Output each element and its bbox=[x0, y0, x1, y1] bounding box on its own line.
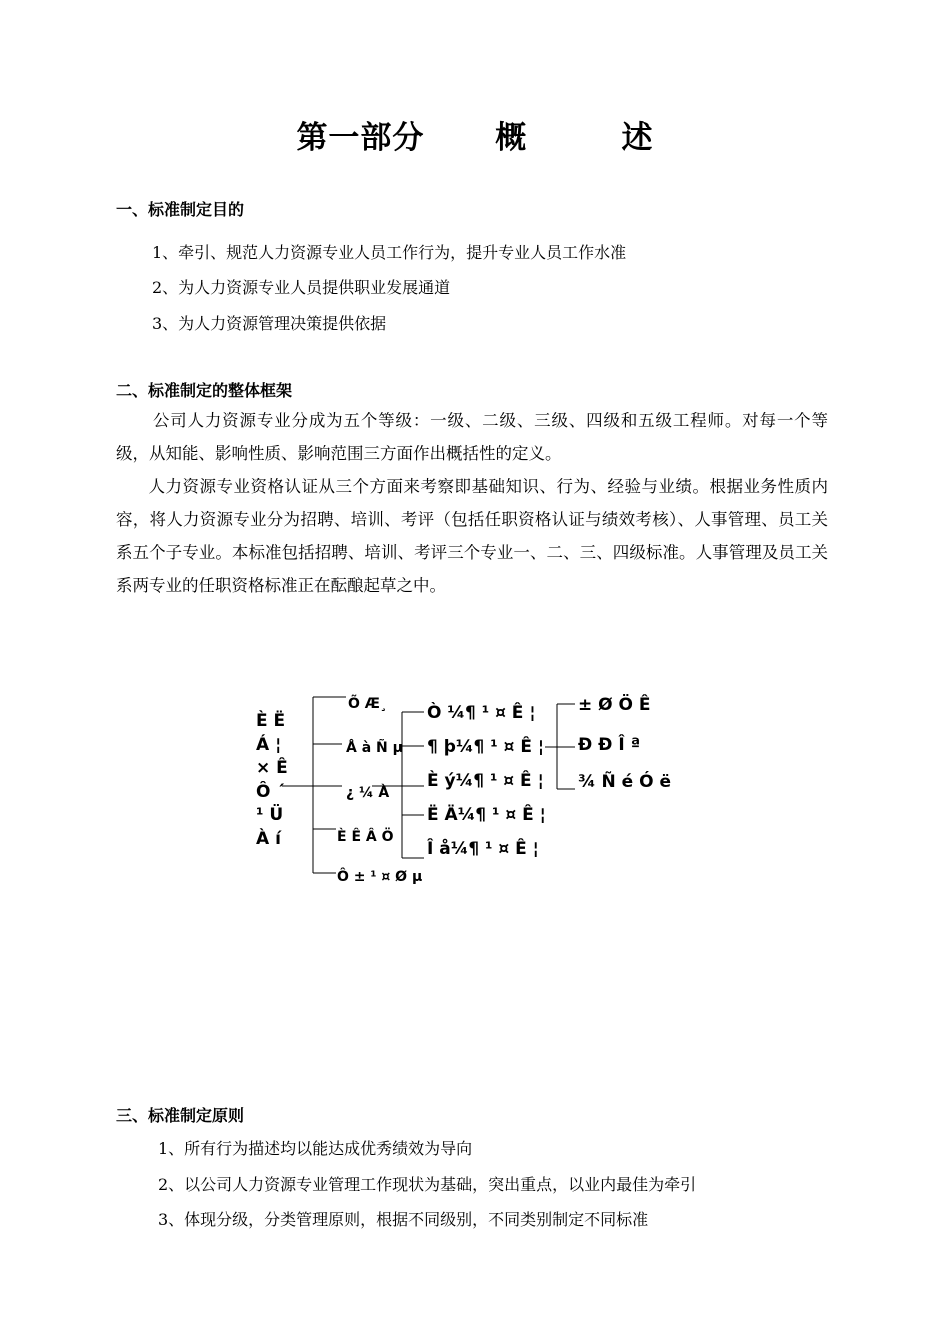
criteria-node: ± Ø Ö Ê bbox=[578, 695, 651, 715]
section-heading-framework: 二、标准制定的整体框架 bbox=[116, 381, 293, 400]
root-line: È Ë bbox=[256, 711, 286, 731]
branch-node: ¿ ¼ À bbox=[346, 785, 390, 801]
root-line: × Ê bbox=[256, 758, 288, 778]
level-node: Î å¼¶ ¹ ¤ Ê ¦ bbox=[427, 839, 539, 859]
branch-node: Å à Ñ µ bbox=[346, 740, 403, 756]
principle-item-2: 2、以公司人力资源专业管理工作现状为基础，突出重点，以业内最佳为牵引 bbox=[158, 1175, 697, 1194]
root-line: Á ¦ bbox=[256, 734, 282, 755]
branch-node: Ô ± ¹ ¤ Ø µ bbox=[337, 869, 423, 885]
purpose-item-3: 3、为人力资源管理决策提供依据 bbox=[152, 314, 387, 333]
root-line: ¹ Ü bbox=[256, 805, 284, 825]
root-line: À í bbox=[256, 828, 281, 849]
section-heading-purpose: 一、标准制定目的 bbox=[116, 200, 245, 219]
level-node: Ë Ä¼¶ ¹ ¤ Ê ¦ bbox=[427, 805, 546, 825]
purpose-item-1: 1、牵引、规范人力资源专业人员工作行为，提升专业人员工作水准 bbox=[152, 243, 627, 262]
framework-paragraph-2-text: 人力资源专业资格认证从三个方面来考察即基础知识、行为、经验与业绩。根据业务性质内容，将人力资源专业分为招聘、培训、考评（包括任职资格认证与绩效考核）、人事管理、员工关系五个子专业。本标准包括招聘、培训、考评三个专业一、二、三、四级标准。人事管理及员工关系两专业的任职资格标准正在酝酿起草之中。 bbox=[116, 477, 828, 595]
purpose-item-2: 2、为人力资源专业人员提供职业发展通道 bbox=[152, 278, 451, 297]
level-node: È ý¼¶ ¹ ¤ Ê ¦ bbox=[427, 771, 544, 791]
framework-paragraph-1 bbox=[116, 404, 828, 470]
branch-node: È Ê Â Ö bbox=[337, 829, 394, 845]
root-line: Ô ´ bbox=[256, 781, 285, 802]
principle-item-1: 1、所有行为描述均以能达成优秀绩效为导向 bbox=[158, 1139, 473, 1158]
page-title: 第一部分 概 述 bbox=[296, 120, 654, 156]
framework-paragraph-1-text: 公司人力资源专业分成为五个等级：一级、二级、三级、四级和五级工程师。对每一个等级，从知能、影响性质、影响范围三方面作出概括性的定义。 bbox=[116, 411, 828, 463]
level-node: ¶ þ¼¶ ¹ ¤ Ê ¦ bbox=[427, 737, 545, 757]
principle-item-3: 3、体现分级，分类管理原则，根据不同级别，不同类别制定不同标准 bbox=[158, 1210, 649, 1229]
diagram-root-node bbox=[256, 710, 300, 851]
section-heading-principles: 三、标准制定原则 bbox=[116, 1106, 245, 1125]
criteria-node: Ð Ð Î ª bbox=[578, 735, 641, 755]
branch-node: Õ Æ¸ bbox=[348, 696, 387, 712]
framework-paragraph-2 bbox=[116, 470, 828, 602]
criteria-node: ¾ Ñ é Ó ë bbox=[578, 772, 672, 792]
level-node: Ò ¼¶ ¹ ¤ Ê ¦ bbox=[427, 703, 536, 723]
